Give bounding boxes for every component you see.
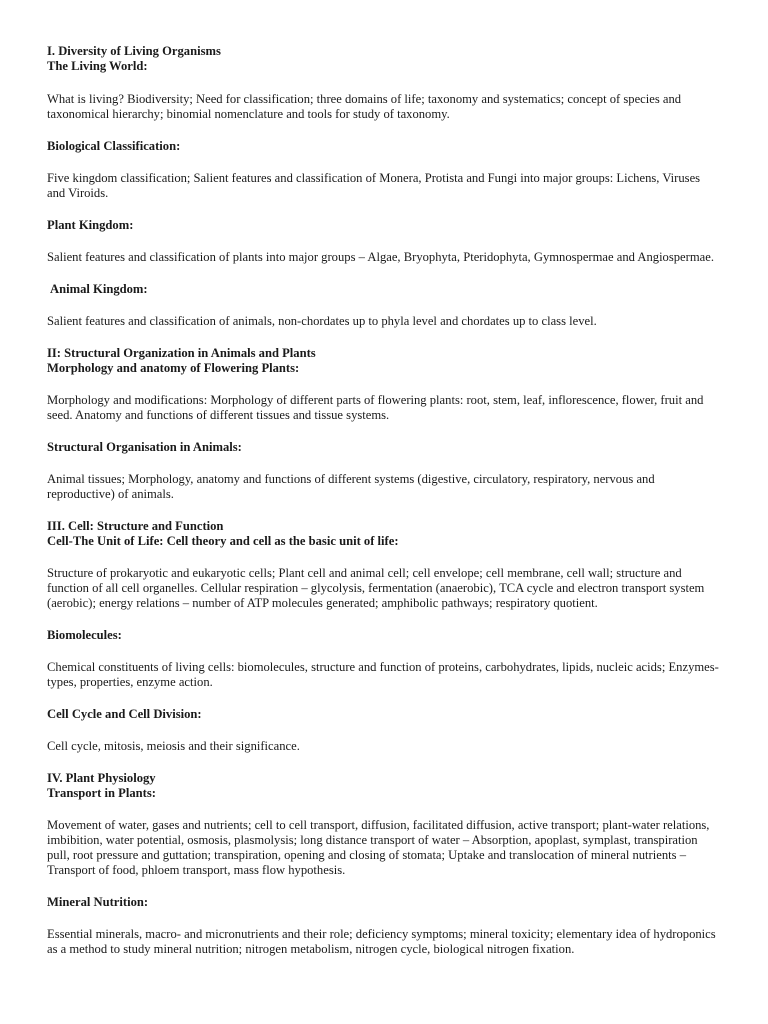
section-text: Salient features and classification of animals, non-chordates up to phyla level and chordates up to class level.: [47, 314, 597, 328]
section-heading: Animal Kingdom:: [50, 282, 148, 296]
section-text: Essential minerals, macro- and micronutrients and their role; deficiency symptoms; mineral toxicity; elementary idea of hydroponics as a method to study mineral nutrition; nitrogen metabolism, nitrogen cycle, biological nitrogen fixation.: [47, 927, 716, 956]
unit-block: [47, 44, 719, 74]
section-text: Movement of water, gases and nutrients; cell to cell transport, diffusion, facilitated diffusion, active transport; plant-water relations, imbibition, water potential, osmosis, plasmolysis; long distance transport of water – Absorption, apoplast, symplast, transpiration pull, root pressure and guttation; transpiration, opening and closing of stomata; Uptake and translocation of mineral nutrients – Transport of food, phloem transport, mass flow hypothesis.: [47, 818, 710, 877]
section-text: Structure of prokaryotic and eukaryotic cells; Plant cell and animal cell; cell envelope; cell membrane, cell wall; structure and function of all cell organelles. Cellular respiration – glycolysis, fermentation (anaerobic), TCA cycle and electron transport system (aerobic); energy relations – number of ATP molecules generated; amphibolic pathways; respiratory quotient.: [47, 566, 705, 610]
section-heading: Structural Organisation in Animals:: [47, 440, 242, 454]
section-heading: Biological Classification:: [47, 139, 181, 153]
section-heading: Morphology and anatomy of Flowering Plants:: [47, 361, 300, 375]
section-heading: Transport in Plants:: [47, 786, 156, 800]
unit-block: [47, 771, 719, 801]
unit-title: I. Diversity of Living Organisms: [47, 44, 221, 58]
unit-title: III. Cell: Structure and Function: [47, 519, 224, 533]
section-text: Animal tissues; Morphology, anatomy and functions of different systems (digestive, circulatory, respiratory, nervous and reproductive) of animals.: [47, 472, 655, 501]
section-heading: Cell-The Unit of Life: Cell theory and cell as the basic unit of life:: [47, 534, 399, 548]
unit-block: [47, 519, 719, 549]
section-body: [47, 92, 719, 122]
section-heading: The Living World:: [47, 59, 148, 73]
section-text: Morphology and modifications: Morphology of different parts of flowering plants: root, stem, leaf, inflorescence, flower, fruit and seed. Anatomy and functions of different tissues and tissue systems.: [47, 393, 704, 422]
section-heading: Mineral Nutrition:: [47, 895, 149, 909]
syllabus-document: [47, 44, 719, 957]
section-text: Cell cycle, mitosis, meiosis and their significance.: [47, 739, 300, 753]
unit-title: II: Structural Organization in Animals and Plants: [47, 346, 316, 360]
section-text: Five kingdom classification; Salient features and classification of Monera, Protista and Fungi into major groups: Lichens, Viruses and Viroids.: [47, 171, 701, 200]
unit-title: IV. Plant Physiology: [47, 771, 156, 785]
section-heading: Plant Kingdom:: [47, 218, 134, 232]
section-heading: Cell Cycle and Cell Division:: [47, 707, 202, 721]
unit-block: [47, 346, 719, 376]
section-text: Salient features and classification of plants into major groups – Algae, Bryophyta, Pteridophyta, Gymnospermae and Angiospermae.: [47, 250, 714, 264]
section-text: What is living? Biodiversity; Need for classification; three domains of life; taxonomy and systematics; concept of species and taxonomical hierarchy; binomial nomenclature and tools for study of taxonomy.: [47, 92, 682, 121]
section-text: Chemical constituents of living cells: biomolecules, structure and function of proteins, carbohydrates, lipids, nucleic acids; Enzymes- types, properties, enzyme action.: [47, 660, 719, 689]
section-heading: Biomolecules:: [47, 628, 122, 642]
